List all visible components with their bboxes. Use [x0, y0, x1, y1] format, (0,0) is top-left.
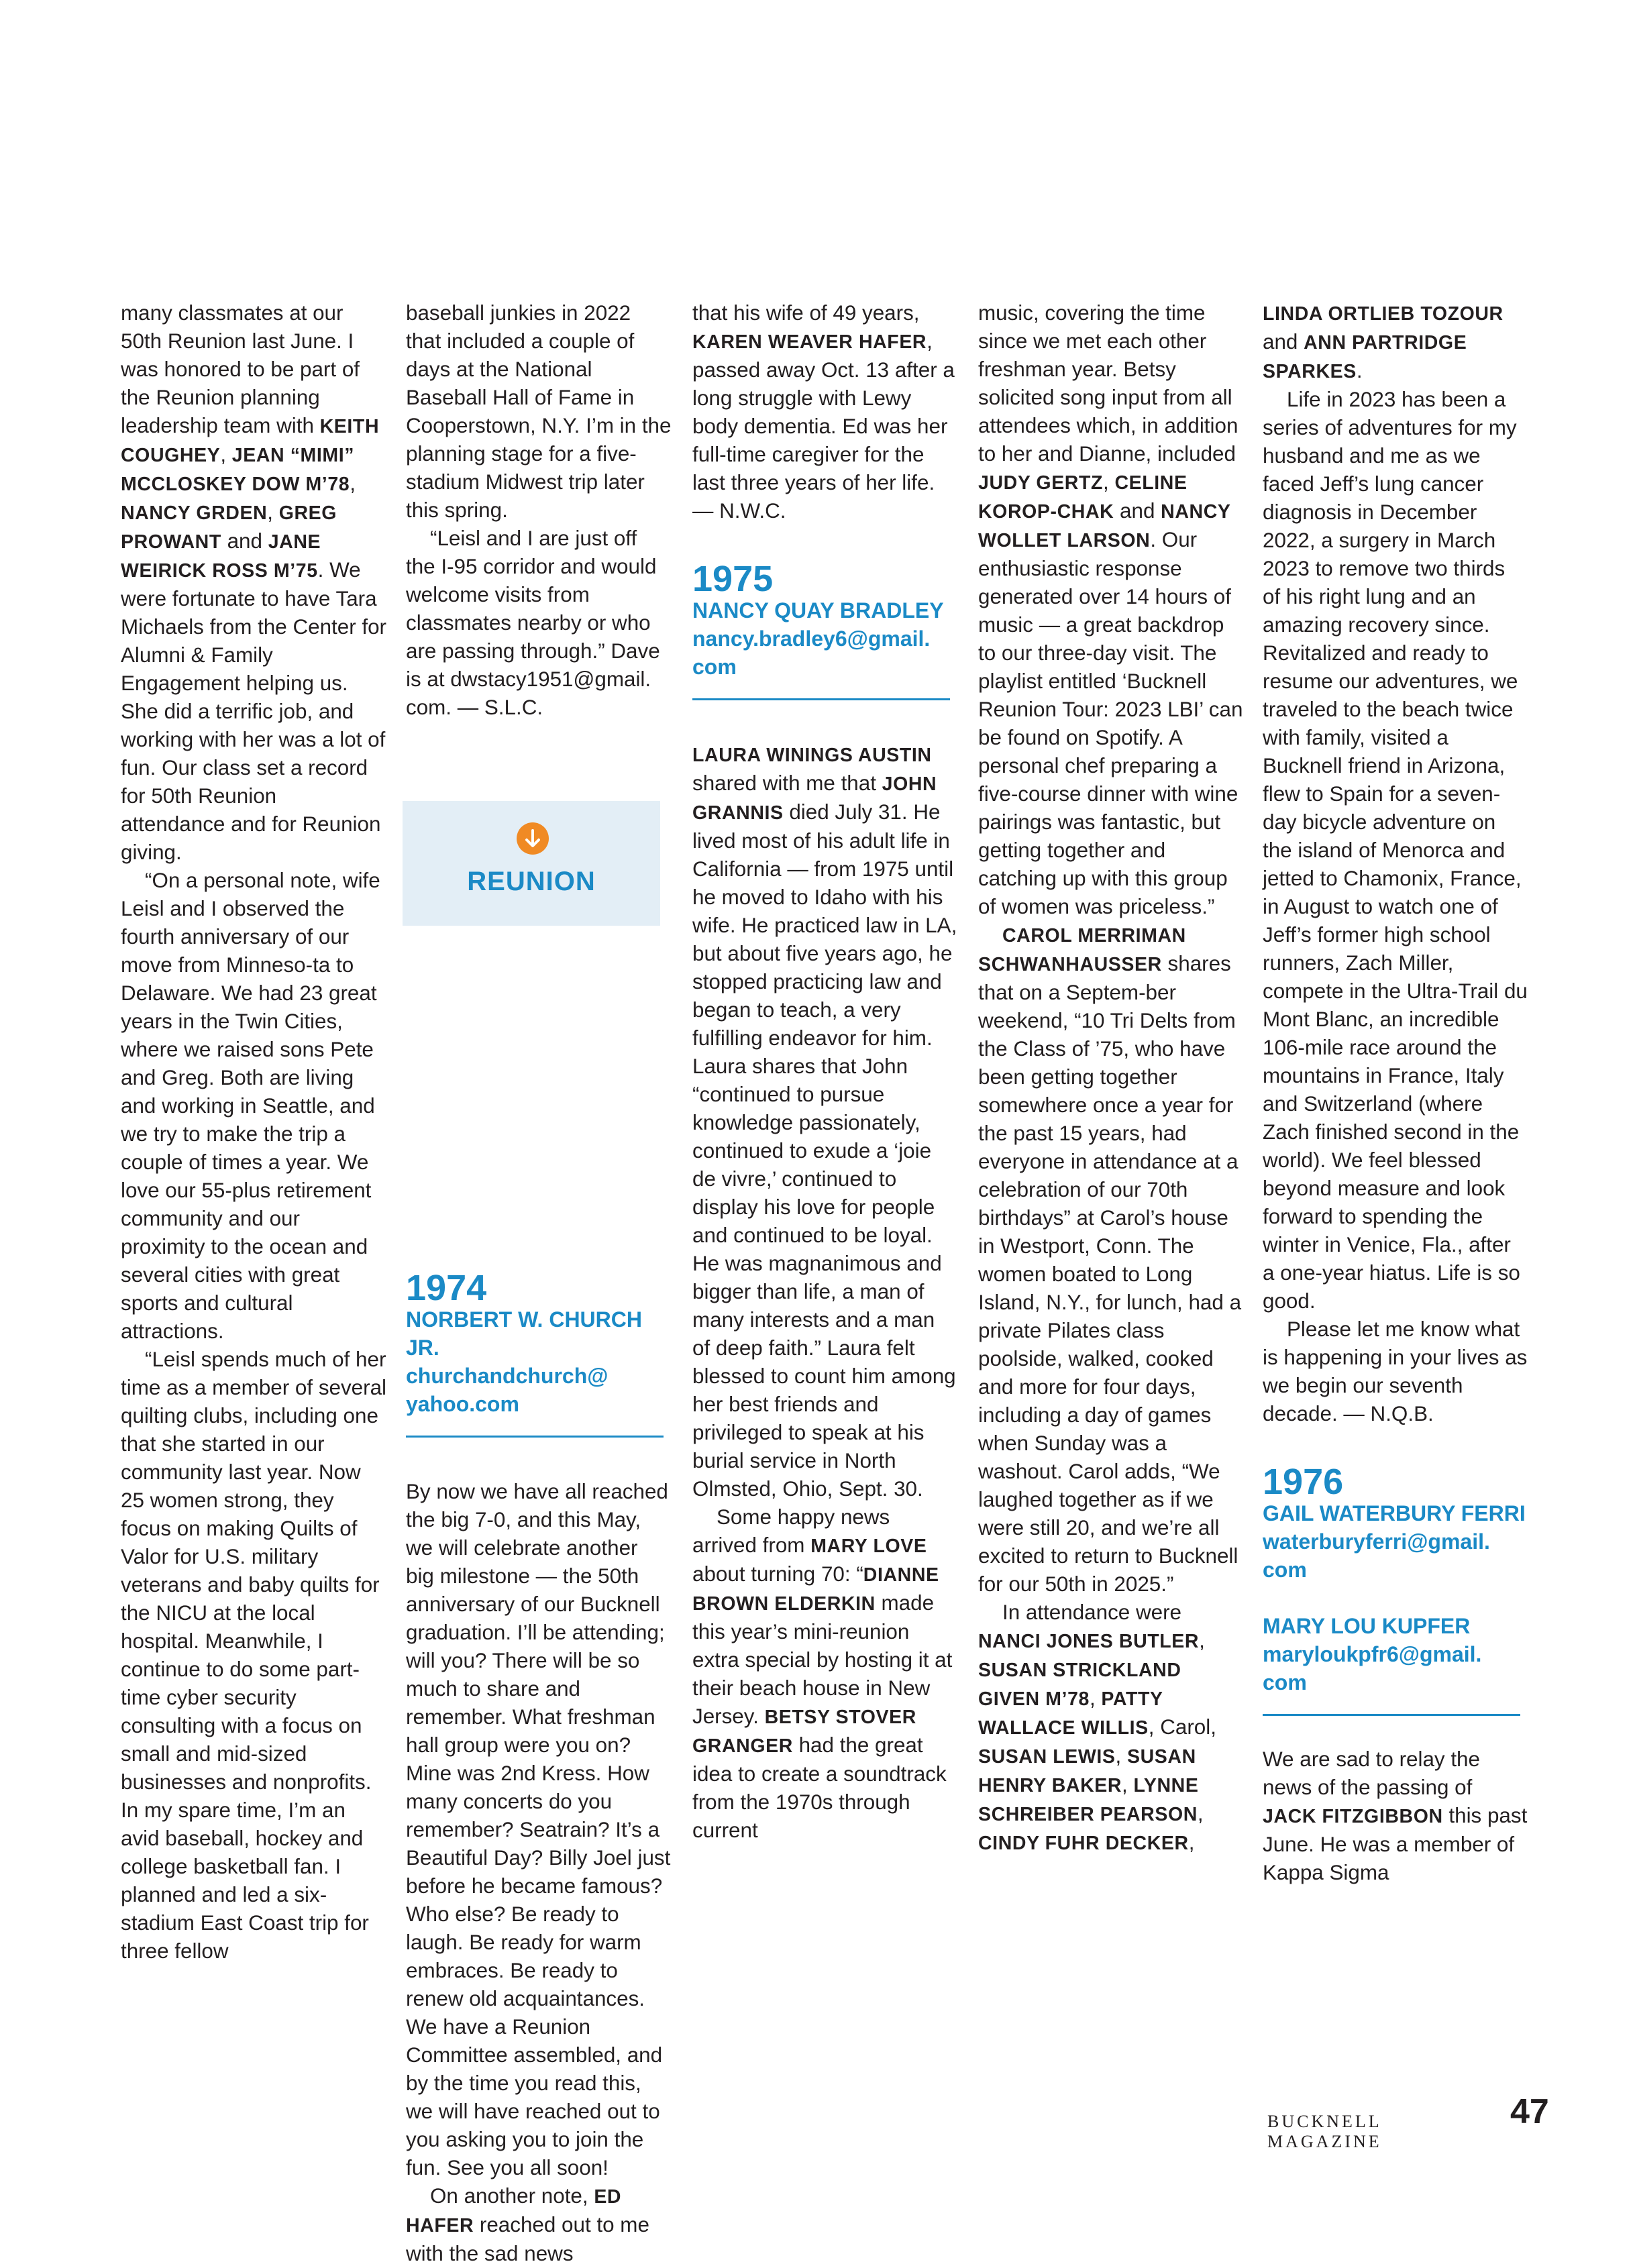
alumni-name: ED HAFER: [406, 2186, 622, 2236]
class-1975-header: [692, 561, 958, 700]
class-secretary-name: NANCY QUAY BRADLEY: [692, 598, 944, 623]
column-2: [406, 299, 672, 2268]
col3-paragraph-1: that his wife of 49 years, KAREN WEAVER HAFER, passed away Oct. 13 after a long struggle with Lewy body dementia. Ed was her full-time caregiver for the last three years of her life. — N.W.C.: [692, 301, 955, 523]
col4-paragraph-3: In attendance were NANCI JONES BUTLER, SUSAN STRICKLAND GIVEN M’78, PATTY WALLACE WILLIS, Carol, SUSAN LEWIS, SUSAN HENRY BAKER, LYNNE SCHREIBER PEARSON, CINDY FUHR DECKER,: [978, 1601, 1216, 1854]
alumni-name: CAROL MERRIMAN SCHWANHAUSSER: [978, 925, 1186, 975]
alumni-name: NANCI JONES BUTLER: [978, 1631, 1200, 1652]
alumni-name: LAURA WININGS AUSTIN: [692, 745, 932, 766]
alumni-name: DIANNE BROWN ELDERKIN: [692, 1564, 939, 1615]
alumni-name: JACK FITZGIBBON: [1263, 1806, 1443, 1827]
class-1976-header: [1263, 1464, 1528, 1716]
alumni-name: JOHN GRANNIS: [692, 773, 937, 824]
col2-paragraph-1: baseball junkies in 2022 that included a couple of days at the National Baseball Hall of Fame in Cooperstown, N.Y. I’m in the planning stage for a five-stadium Midwest trip later this spring.: [406, 301, 672, 522]
col1-paragraph-3: “Leisl spends much of her time as a member of several quilting clubs, including one that she started in our community last year. Now 25 women strong, they focus on making Quilts of Valor for U.S. military veterans and baby quilts for the NICU at the local hospital. Meanwhile, I continue to do some part-time cyber security consulting with a focus on small and mid-sized businesses and nonprofits. In my spare time, I’m an avid baseball, hockey and college basketball fan. I planned and led a six-stadium East Coast trip for three fellow: [121, 1348, 387, 1963]
alumni-name: CELINE KOROP-CHAK: [978, 472, 1188, 523]
alumni-name: JUDY GERTZ: [978, 472, 1104, 494]
col5-paragraph-2: Life in 2023 has been a series of adventures for my husband and me as we faced Jeff’s lung cancer diagnosis in December 2022, a surgery in March 2023 to remove two thirds of his right lung and an amazing recovery since. Revitalized and ready to resume our adventures, we traveled to the beach twice with family, visited a Bucknell friend in Arizona, flew to Spain for a seven-day bicycle adventure on the island of Menorca and jetted to Chamonix, France, in August to watch one of Jeff’s former high school runners, Zach Miller, compete in the Ultra-Trail du Mont Blanc, an incredible 106-mile race around the mountains in France, Italy and Switzerland (where Zach finished second in the world). We feel blessed beyond measure and look forward to spending the winter in Venice, Fla., after a one-year hiatus. Life is so good.: [1263, 388, 1528, 1313]
col4-paragraph-1: music, covering the time since we met each other freshman year. Betsy solicited song input from all attendees which, in addition to her and Dianne, included JUDY GERTZ, CELINE KOROP-CHAK and NANCY WOLLET LARSON. Our enthusiastic response generated over 14 hours of music — a great backdrop to our three-day visit. The playlist entitled ‘Bucknell Reunion Tour: 2023 LBI’ can be found on Spotify. A personal chef preparing a five-course dinner with wine pairings was fantastic, but getting together and catching up with this group of women was priceless.”: [978, 301, 1243, 918]
class-secretary-email[interactable]: waterburyferri@gmail. com: [1263, 1529, 1490, 1582]
alumni-name: KEITH COUGHEY: [121, 416, 380, 466]
alumni-name: JEAN “MIMI” MCCLOSKEY DOW M’78: [121, 445, 355, 495]
reunion-badge: [403, 801, 660, 926]
alumni-name: ANN PARTRIDGE SPARKES: [1263, 332, 1467, 382]
section-divider: [1263, 1714, 1520, 1716]
col2-paragraph-2: “Leisl and I are just off the I-95 corridor and would welcome visits from classmates nearby or who are passing through.” Dave is at dwstacy1951@gmail. com. — S.L.C.: [406, 527, 660, 719]
alumni-name: BETSY STOVER GRANGER: [692, 1707, 916, 1757]
alumni-name: LINDA ORTLIEB TOZOUR: [1263, 303, 1504, 325]
column-4: [978, 299, 1244, 1857]
col5-paragraph-3: Please let me know what is happening in your lives as we begin our seventh decade. — N.Q.B.: [1263, 1317, 1528, 1425]
alumni-name: MARY LOVE: [810, 1535, 927, 1557]
alumni-name: NANCY WOLLET LARSON: [978, 501, 1230, 551]
col3-paragraph-3: Some happy news arrived from MARY LOVE about turning 70: “DIANNE BROWN ELDERKIN made this year’s mini-reunion extra special by hosting it at their beach house in New Jersey. BETSY STOVER GRANGER had the great idea to create a soundtrack from the 1970s through current: [692, 1505, 953, 1842]
class-year-heading: 1975: [692, 559, 774, 599]
alumni-name: JANE WEIRICK ROSS M’75: [121, 531, 321, 582]
col2-paragraph-4: On another note, ED HAFER reached out to me with the sad news: [406, 2184, 649, 2265]
text: many classmates at our 50th Reunion last June. I was honored to be part of the Reunion planning leadership team with: [121, 301, 360, 437]
class-secretary-name: NORBERT W. CHURCH JR.: [406, 1307, 642, 1360]
column-5: [1263, 299, 1528, 1887]
col4-paragraph-2: CAROL MERRIMAN SCHWANHAUSSER shares that on a Septem-ber weekend, “10 Tri Delts from the Class of ’75, who have been getting together somewhere once a year for the past 15 years, had everyone in attendance at a celebration of our 70th birthdays” at Carol’s house in Westport, Conn. The women boated to Long Island, N.Y., for lunch, had a private Pilates class poolside, walked, cooked and more for four days, including a day of games when Sunday was a washout. Carol adds, “We laughed together as if we were still 20, and we’re all excited to return to Bucknell for our 50th in 2025.”: [978, 925, 1242, 1596]
arrow-down-circle-icon: [517, 822, 549, 855]
alumni-name: SUSAN LEWIS: [978, 1746, 1116, 1768]
class-secretary-email[interactable]: churchandchurch@ yahoo.com: [406, 1364, 609, 1416]
class-secretary-email[interactable]: nancy.bradley6@gmail. com: [692, 627, 931, 679]
col2-paragraph-3: By now we have all reached the big 7-0, and this May, we will celebrate another big milestone — the 50th anniversary of our Bucknell graduation. I’ll be attending; will you? There will be so much to share and remember. What freshman hall group were you on? Mine was 2nd Kress. How many concerts do you remember? Seatrain? It’s a Beautiful Day? Billy Joel just before he became famous? Who else? Be ready to laugh. Be ready for warm embraces. Be ready to renew old acquaintances. We have a Reunion Committee assembled, and by the time you read this, we will have reached out to you asking you to join the fun. See you all soon!: [406, 1480, 671, 2179]
alumni-name: SUSAN HENRY BAKER: [978, 1746, 1196, 1796]
column-3: [692, 299, 958, 1845]
alumni-name: NANCY GRDEN: [121, 502, 268, 524]
col1-paragraph-2: “On a personal note, wife Leisl and I observed the fourth anniversary of our move from Minneso-ta to Delaware. We had 23 great years in the Twin Cities, where we raised sons Pete and Greg. Both are living and working in Seattle, and we try to make the trip a couple of times a year. We love our 55-plus retirement community and our proximity to the ocean and several cities with great sports and cultural attractions.: [121, 869, 380, 1343]
reunion-label: REUNION: [467, 867, 596, 896]
alumni-name: CINDY FUHR DECKER: [978, 1833, 1189, 1854]
column-1: [121, 299, 386, 1965]
class-year-heading: 1974: [406, 1268, 487, 1308]
col5-paragraph-1: LINDA ORTLIEB TOZOUR and ANN PARTRIDGE SPARKES.: [1263, 303, 1504, 382]
section-divider: [406, 1436, 664, 1438]
class-secretary-name-2: MARY LOU KUPFER: [1263, 1614, 1471, 1638]
class-secretary-email-2[interactable]: maryloukpfr6@gmail. com: [1263, 1642, 1482, 1694]
alumni-name: SUSAN STRICKLAND GIVEN M’78: [978, 1660, 1181, 1710]
col3-paragraph-2: LAURA WININGS AUSTIN shared with me that JOHN GRANNIS died July 31. He lived most of his adult life in California — from 1975 until he moved to Idaho with his wife. He practiced law in LA, but about five years ago, he stopped practicing law and began to teach, a very fulfilling endeavor for him. Laura shares that John “continued to pursue knowledge passionately, continued to exude a ‘joie de vivre,’ continued to display his love for people and continued to be loyal. He was magnanimous and bigger than life, a man of many interests and a man of deep faith.” Laura felt blessed to count him among her best friends and privileged to speak at his burial service in North Olmsted, Ohio, Sept. 30.: [692, 745, 957, 1501]
alumni-name: GREG PROWANT: [121, 502, 337, 553]
section-divider: [692, 698, 950, 700]
alumni-name: LYNNE SCHREIBER PEARSON: [978, 1775, 1199, 1825]
class-secretary-name: GAIL WATERBURY FERRI: [1263, 1501, 1526, 1525]
magazine-name: BUCKNELL MAGAZINE: [1267, 2112, 1382, 2151]
alumni-name: KAREN WEAVER HAFER: [692, 331, 927, 353]
col5-paragraph-4: We are sad to relay the news of the passing of JACK FITZGIBBON this past June. He was a member of Kappa Sigma: [1263, 1747, 1528, 1884]
page-number: 47: [1510, 2092, 1549, 2131]
alumni-name: PATTY WALLACE WILLIS: [978, 1688, 1163, 1739]
col1-paragraph-1: many classmates at our 50th Reunion last June. I was honored to be part of the Reunion planning leadership team with KEITH COUGHEY, JEAN “MIMI” MCCLOSKEY DOW M’78, NANCY GRDEN, GREG PROWANT and JANE WEIRICK ROSS M’75. We were fortunate to have Tara Michaels from the Center for Alumni & Family Engagement helping us. She did a terrific job, and working with her was a lot of fun. Our class set a record for 50th Reunion attendance and for Reunion giving.: [121, 301, 387, 864]
class-year-heading: 1976: [1263, 1462, 1344, 1502]
